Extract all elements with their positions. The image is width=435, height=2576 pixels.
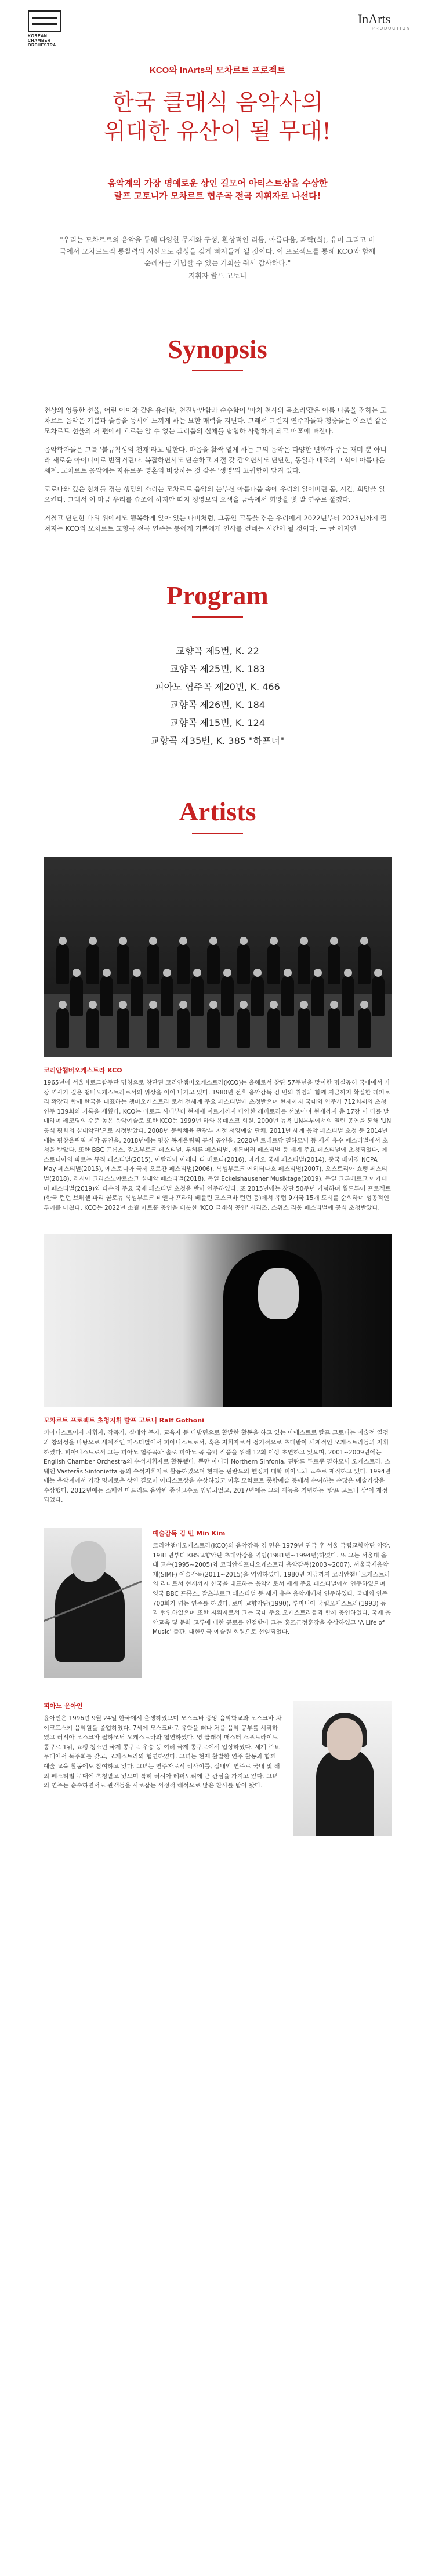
musician-silhouette xyxy=(70,976,83,1016)
conductor-name: 모차르트 프로젝트 초청지휘 랄프 고토니 Ralf Gothoni xyxy=(44,1417,204,1425)
orchestra-photo xyxy=(44,857,392,1057)
musician-silhouette xyxy=(56,944,69,984)
synopsis-paragraph: 천상의 영롱한 선율, 어린 아이와 같은 유쾌함, 천진난만함과 순수함이 '마치 천사의 목소리'같은 아름 다움을 전하는 모차르트 음악은 기쁨과 슬픔을 동시에 느끼게 하는 묘한 매력을 지닌다. 그래서 그런지 연주자들과 청중들은 이소년 같은 모차르트 선율의 저 편에서 흐르는 알 수 없는 그리움의 실체를 탐험하 사랑하게 되고 매혹에 빠진다. xyxy=(44,406,387,435)
musician-head xyxy=(374,969,382,977)
conductor-face xyxy=(258,1268,299,1319)
program-item: 교향곡 제25번, K. 183 xyxy=(169,663,266,674)
musician-silhouette xyxy=(358,944,371,984)
musician-silhouette xyxy=(358,1008,371,1048)
program-item: 피아노 협주곡 제20번, K. 466 xyxy=(155,681,280,692)
hero-title-line2: 위대한 유산이 될 무대! xyxy=(104,119,331,145)
synopsis-divider xyxy=(192,370,243,371)
musician-silhouette xyxy=(117,944,129,984)
director-info xyxy=(142,1528,392,1678)
musician-head xyxy=(149,1001,157,1009)
quote-text: "우리는 모차르트의 음악을 통해 다양한 주제와 구성, 환상적인 리듬, 아름다움, 쾌락(희), 유머 그리고 비극에서 모차르트적 통찰력의 시선으로 감성을 깊게 빠져들게 될 것이다. 이 프로젝트를 통해 KCO와 함께 순례자를 기념할 수 있는 기회를 줘서 감사하다." xyxy=(59,236,376,267)
musician-silhouette xyxy=(191,976,204,1016)
musician-silhouette xyxy=(130,976,143,1016)
pianist-text: 윤아인은 1996년 9월 24일 한국에서 출생하였으며 모스크바 중앙 음악학교와 모스크바 차이코프스키 음악원을 졸업하였다. 7세에 모스크바로 유학을 떠나 처음 음악 공부를 시작하였고 러시아 모스크바 필하모닉 오케스트라와 협연하였다. 영 클래식 매스터 스포트라이트 콩쿠르 1위, 쇼팽 청소년 국제 콩쿠르 우승 등 여러 국제 콩쿠르에서 입상하였다. 세계 주요 무대에서 독주회를 갖고, 오케스트라와 협연하였다. 그녀는 현재 활발한 연주 활동과 함께 예술 교육 활동에도 참여하고 있다. 그녀는 연주자로서 리사이틀, 실내악 연주로 국내 및 해외 페스티벌 무대에 초청받고 있으며 특히 러시아 레퍼토리에 큰 관심을 가지고 있다. 그녀의 연주는 순수하면서도 관객들을 사로잡는 서정적 해석으로 많은 찬사를 받아 왔다. xyxy=(44,1715,282,1790)
program-item: 교향곡 제35번, K. 385 "하프너" xyxy=(150,735,285,746)
program-item: 교향곡 제15번, K. 124 xyxy=(169,717,266,728)
musician-silhouette xyxy=(117,1008,129,1048)
conductor-photo xyxy=(44,1234,392,1407)
pianist-face xyxy=(327,1718,362,1760)
musician-head xyxy=(240,937,248,945)
header xyxy=(0,0,435,64)
musician-head xyxy=(209,937,217,945)
musician-head xyxy=(209,1001,217,1009)
musician-silhouette xyxy=(372,976,385,1016)
synopsis-paragraph: 거칠고 단단한 바위 위에서도 행복하게 앉아 있는 나비처럼, 그동안 고통을 겪은 우리에게 2022년부터 2023년까지 펼쳐지는 KCO의 모차르트 교향곡 전곡 연주는 통에게 기쁨에게 인사를 건네는 시간이 될 것이다. — 글 이지연 xyxy=(44,514,387,532)
musician-head xyxy=(360,937,368,945)
musician-head xyxy=(103,969,111,977)
hero xyxy=(0,64,435,202)
musician-head xyxy=(344,969,352,977)
program-divider xyxy=(192,616,243,618)
musician-head xyxy=(59,937,67,945)
inarts-logo xyxy=(358,12,411,31)
musician-head xyxy=(59,1001,67,1009)
pianist-bio xyxy=(44,1701,392,1836)
musician-head xyxy=(314,969,322,977)
musician-silhouette xyxy=(161,976,173,1016)
musician-silhouette xyxy=(56,1008,69,1048)
conductor-quote xyxy=(58,234,377,282)
program-list xyxy=(0,642,435,750)
pianist-figure xyxy=(316,1747,374,1836)
artists-section xyxy=(0,796,435,1836)
synopsis-paragraph: 코로나와 깊은 침체를 겪는 생명의 소리는 모차르트 음악의 눈부신 아름다움 속에 우리의 일어버린 몸, 시간, 희망을 일으킨다. 그래서 이 마금 우리를 습조에 하지만 따지 정영보의 오색을 금속에서 희망을 빛 발 연주로 풀겠다. xyxy=(44,485,385,503)
musician-silhouette xyxy=(86,944,99,984)
musician-silhouette xyxy=(221,976,234,1016)
musician-head xyxy=(89,1001,97,1009)
musician-head xyxy=(330,937,338,945)
musician-silhouette xyxy=(311,976,324,1016)
kco-logo xyxy=(28,10,61,48)
musician-head xyxy=(223,969,231,977)
musician-head xyxy=(253,969,262,977)
musician-head xyxy=(360,1001,368,1009)
musician-silhouette xyxy=(267,1008,280,1048)
musician-head xyxy=(72,969,81,977)
musician-silhouette xyxy=(281,976,294,1016)
pianist-name: 피아노 윤아인 xyxy=(44,1702,83,1710)
musician-silhouette xyxy=(147,944,160,984)
musician-head xyxy=(270,1001,278,1009)
musician-head xyxy=(240,1001,248,1009)
musician-silhouette xyxy=(298,944,310,984)
musician-silhouette xyxy=(342,976,354,1016)
synopsis-body xyxy=(44,405,391,534)
synopsis-section xyxy=(0,334,435,534)
synopsis-paragraph: 음악학자들은 그를 '불규칙성의 천재'라고 말한다. 마음을 활짝 열게 하는 그의 음악은 다양한 변화가 주는 재미 뿐 아니라 새로운 아이디어로 반짝거린다. 복잡하면서도 단순하고 계절 갖 같으면서도 단단한, 통일과 대조의 미학이 아름다운 세계. 모차르트 음악에는 자유로운 영혼의 비상하는 것 같은 '생명'의 고귀함이 담겨 있다. xyxy=(44,446,387,475)
hero-subtitle xyxy=(0,177,435,202)
inarts-logo-text: InArts xyxy=(357,12,391,26)
musician-head xyxy=(270,937,278,945)
musician-silhouette xyxy=(207,1008,220,1048)
musician-head xyxy=(284,969,292,977)
director-photo xyxy=(44,1528,142,1678)
program-item: 교향곡 제26번, K. 184 xyxy=(169,699,266,710)
hero-title-line1: 한국 클래식 음악사의 xyxy=(112,90,323,116)
conductor-text: 피아니스트이자 지휘자, 작곡가, 실내악 주자, 교육자 등 다방면으로 활발한 활동을 하고 있는 마에스트로 랄프 고토니는 예술적 열정과 창의성을 바탕으로 세계적인 페스티벌에서 피아니스트로서, 혹은 지휘자로서 정기적으로 초대받아 세계적인 오케스트라들과 지휘하였다. 피아니스트로서 그는 피아노 협주곡과 솔로 피아노 곡 음악 작품을 위해 12회 이상 초연하고 있으며, 2001~2009년에는 English Chamber Orchestra의 수석지휘자로 활동했다. 뿐만 아니라 Northern Sinfonia, 핀란드 투르쿠 필하모닉 오케스트라, 스웨덴 Västerås Sinfonietta 등의 수석지휘자로 활동하였으며 현재는 핀란드의 헬싱키 대학 피아노과 교수로 재직하고 있다. 1994년에는 음악계에서 가장 명예로운 상인 길모어 아티스트상을 수상하였고 이후 모차르트 종합예술 등에서 수여하는 수많은 예술가상을 수상했다. 2012년에는 스페인 마드리드 음악원 종신교수로 임명되었고, 2017년에는 그의 재능을 기념하는 '랄프 고토니 상'이 제정되었다. xyxy=(44,1429,391,1504)
program-section xyxy=(0,580,435,750)
director-text: 코리안챔버오케스트라(KCO)의 음악감독 김 민은 1979년 귀국 후 서울 국립교향악단 악장, 1981년부터 KBS교향악단 초대악장을 역임(1981년~1994년)하였다. 또 그는 서울대 음대 교수(1995~2005)와 코리안심포니오케스트라 음악감독(2003~2007), 서울국제음악제(SIMF) 예술감독(2011~2015)을 역임하였다. 1980년 지금까지 코리안챔버오케스트라의 리더로서 현재까지 한국을 대표하는 음악가로서 세계 주요 페스티벌에서 연주하였으며 영국 BBC 프롬스, 잘츠부르크 페스티벌 등 세계 유수 음악제에서 연주하였다. 국내외 연주 700회가 넘는 연주를 하였다. 로마 교향악단(1990), 루마니아 국립오케스트라(1993) 등과 협연하였으며 또한 지휘자로서 그는 국내 주요 오케스트라들과 함께 공연하였다. 국제 음악교육 및 문화 교류에 대한 공로를 인정받아 그는 홍조근정훈장을 수상하였고 'A Life of Music' 출판, 대한민국 예술원 회원으로 선임되었다. xyxy=(153,1542,392,1636)
musician-head xyxy=(133,969,141,977)
director-figure xyxy=(55,1569,125,1662)
musician-silhouette xyxy=(207,944,220,984)
director-name: 예술감독 김 민 Min Kim xyxy=(153,1530,226,1538)
musician-silhouette xyxy=(100,976,113,1016)
director-bio xyxy=(44,1528,392,1678)
orchestra-bio xyxy=(44,1066,392,1213)
musician-silhouette xyxy=(237,1008,250,1048)
musician-head xyxy=(89,937,97,945)
musician-silhouette xyxy=(298,1008,310,1048)
musician-head xyxy=(119,937,127,945)
musician-head xyxy=(119,1001,127,1009)
artists-divider xyxy=(192,833,243,834)
pianist-photo xyxy=(293,1701,392,1836)
musician-silhouette xyxy=(177,944,190,984)
musician-head xyxy=(149,937,157,945)
pianist-info xyxy=(44,1701,293,1836)
musician-silhouette xyxy=(328,944,340,984)
orchestra-name: 코리안챔버오케스트라 KCO xyxy=(44,1067,122,1074)
project-line: KCO와 InArts의 모차르트 프로젝트 xyxy=(149,65,286,75)
hero-subtitle-line1: 음악계의 가장 명예로운 상인 길모어 아티스트상을 수상한 xyxy=(107,178,328,188)
musician-silhouette xyxy=(147,1008,160,1048)
kco-logo-icon xyxy=(28,10,61,32)
musician-silhouette xyxy=(328,1008,340,1048)
conductor-bio xyxy=(44,1415,392,1505)
hero-title xyxy=(0,89,435,147)
musician-head xyxy=(179,1001,187,1009)
orchestra-text: 1965년에 서울바로크합주단 명칭으로 창단된 코리안챔버오케스트라(KCO)는 올해로서 창단 57주년을 맞이한 명실공히 국내에서 가장 역사가 깊은 챔버오케스트라로서의 위상을 이어 나가고 있다. 1980년 전후 음악감독 김 민의 취임과 함께 지금까지 확실한 레퍼토리 확장과 함께 한국을 대표하는 챔버오케스트라 로서 전세계 주요 페스티벌에 초청받으며 현재까지 국내외 연주가 712회째의 초청연주 139회의 기록을 세웠다. KCO는 바로크 시대부터 현재에 이르기까지 다양한 레퍼토리를 선보이며 현재까지 총 17장 이 다를 발매하며 레코딩의 수준 높은 음악예술로 또한 KCO는 1999년 하와 유네스코 회원, 2000년 뉴욕 UN본부에서의 열린 공연을 통해 'UN 공식 평화의 실내악단'으로 지정받았다. 2008년 문화체육 관광부 지정 서양예술 단체, 2011년 세계 음악 페스티벌 초청 등 2014년에는 평창올림픽 폐막 공연을, 2018년에는 평창 동계올림픽 공식 공연을, 2020년 로테르담 필하모닉 등 세계 유수 페스티벌에서 초청을 받았다. 또한 BBC 프롬스, 잘츠부르크 페스티벌, 루체른 페스티벌, 에든버러 페스티벌 등 세계 주요 페스티벌에 초청되었다. 에스토니아의 파르누 뮤직 페스티벌(2015), 이탈리아 아레나 디 베로나(2016), 마카오 국제 페스티벌(2014), 중국 베이징 NCPA May 페스티벌(2015), 에스토니아 국제 오르간 페스티벌(2006), 룩셈부르크 에히터나흐 페스티벌(2007), 오스트리아 쇼팽 페스티벌(2018), 러시아 크라스노야르스크 실내악 페스티벌(2018), 독일 Eckelshausener Musiktage(2019), 독일 크론베르크 아카데미 페스티벌(2019)와 다수의 주요 국제 페스티벌 초청을 받아 연주하였다. 또 2015년에는 창단 50주년 기념하며 월드투어 프로젝트(한국 런던 브뤼셀 파리 콜로뉴 룩셈부르크 비엔나 프라하 베를린 모스크바 런던 등)에서 유럽 9개국 15개 도시를 순회하며 성공적인 투어를 마쳤다. KCO는 2022년 소월 아트홀 공연을 비롯한 'KCO 클래식 공연' 시리즈, 스위스 리옹 페스티벌에 공식 초청받았다. xyxy=(44,1079,392,1212)
musician-silhouette xyxy=(267,944,280,984)
musician-head xyxy=(330,1001,338,1009)
musician-silhouette xyxy=(251,976,264,1016)
musician-silhouette xyxy=(177,1008,190,1048)
program-item: 교향곡 제5번, K. 22 xyxy=(176,645,259,656)
kco-logo-text: KOREAN CHAMBER ORCHESTRA xyxy=(28,34,56,48)
director-face xyxy=(71,1541,106,1582)
musician-head xyxy=(300,1001,308,1009)
musician-head xyxy=(179,937,187,945)
hero-subtitle-line2: 랄프 고토니가 모차르트 협주곡 전곡 지휘자로 나선다! xyxy=(114,191,321,201)
inarts-logo-sub: PRODUCTION xyxy=(371,27,411,31)
synopsis-title: Synopsis xyxy=(168,334,267,364)
musician-silhouette xyxy=(86,1008,99,1048)
musician-head xyxy=(300,937,308,945)
program-title: Program xyxy=(166,581,269,610)
musician-head xyxy=(163,969,171,977)
artists-title: Artists xyxy=(179,797,256,826)
quote-attribution: — 지휘자 랄프 고토니 — xyxy=(179,272,256,280)
musician-silhouette xyxy=(237,944,250,984)
musician-head xyxy=(193,969,201,977)
